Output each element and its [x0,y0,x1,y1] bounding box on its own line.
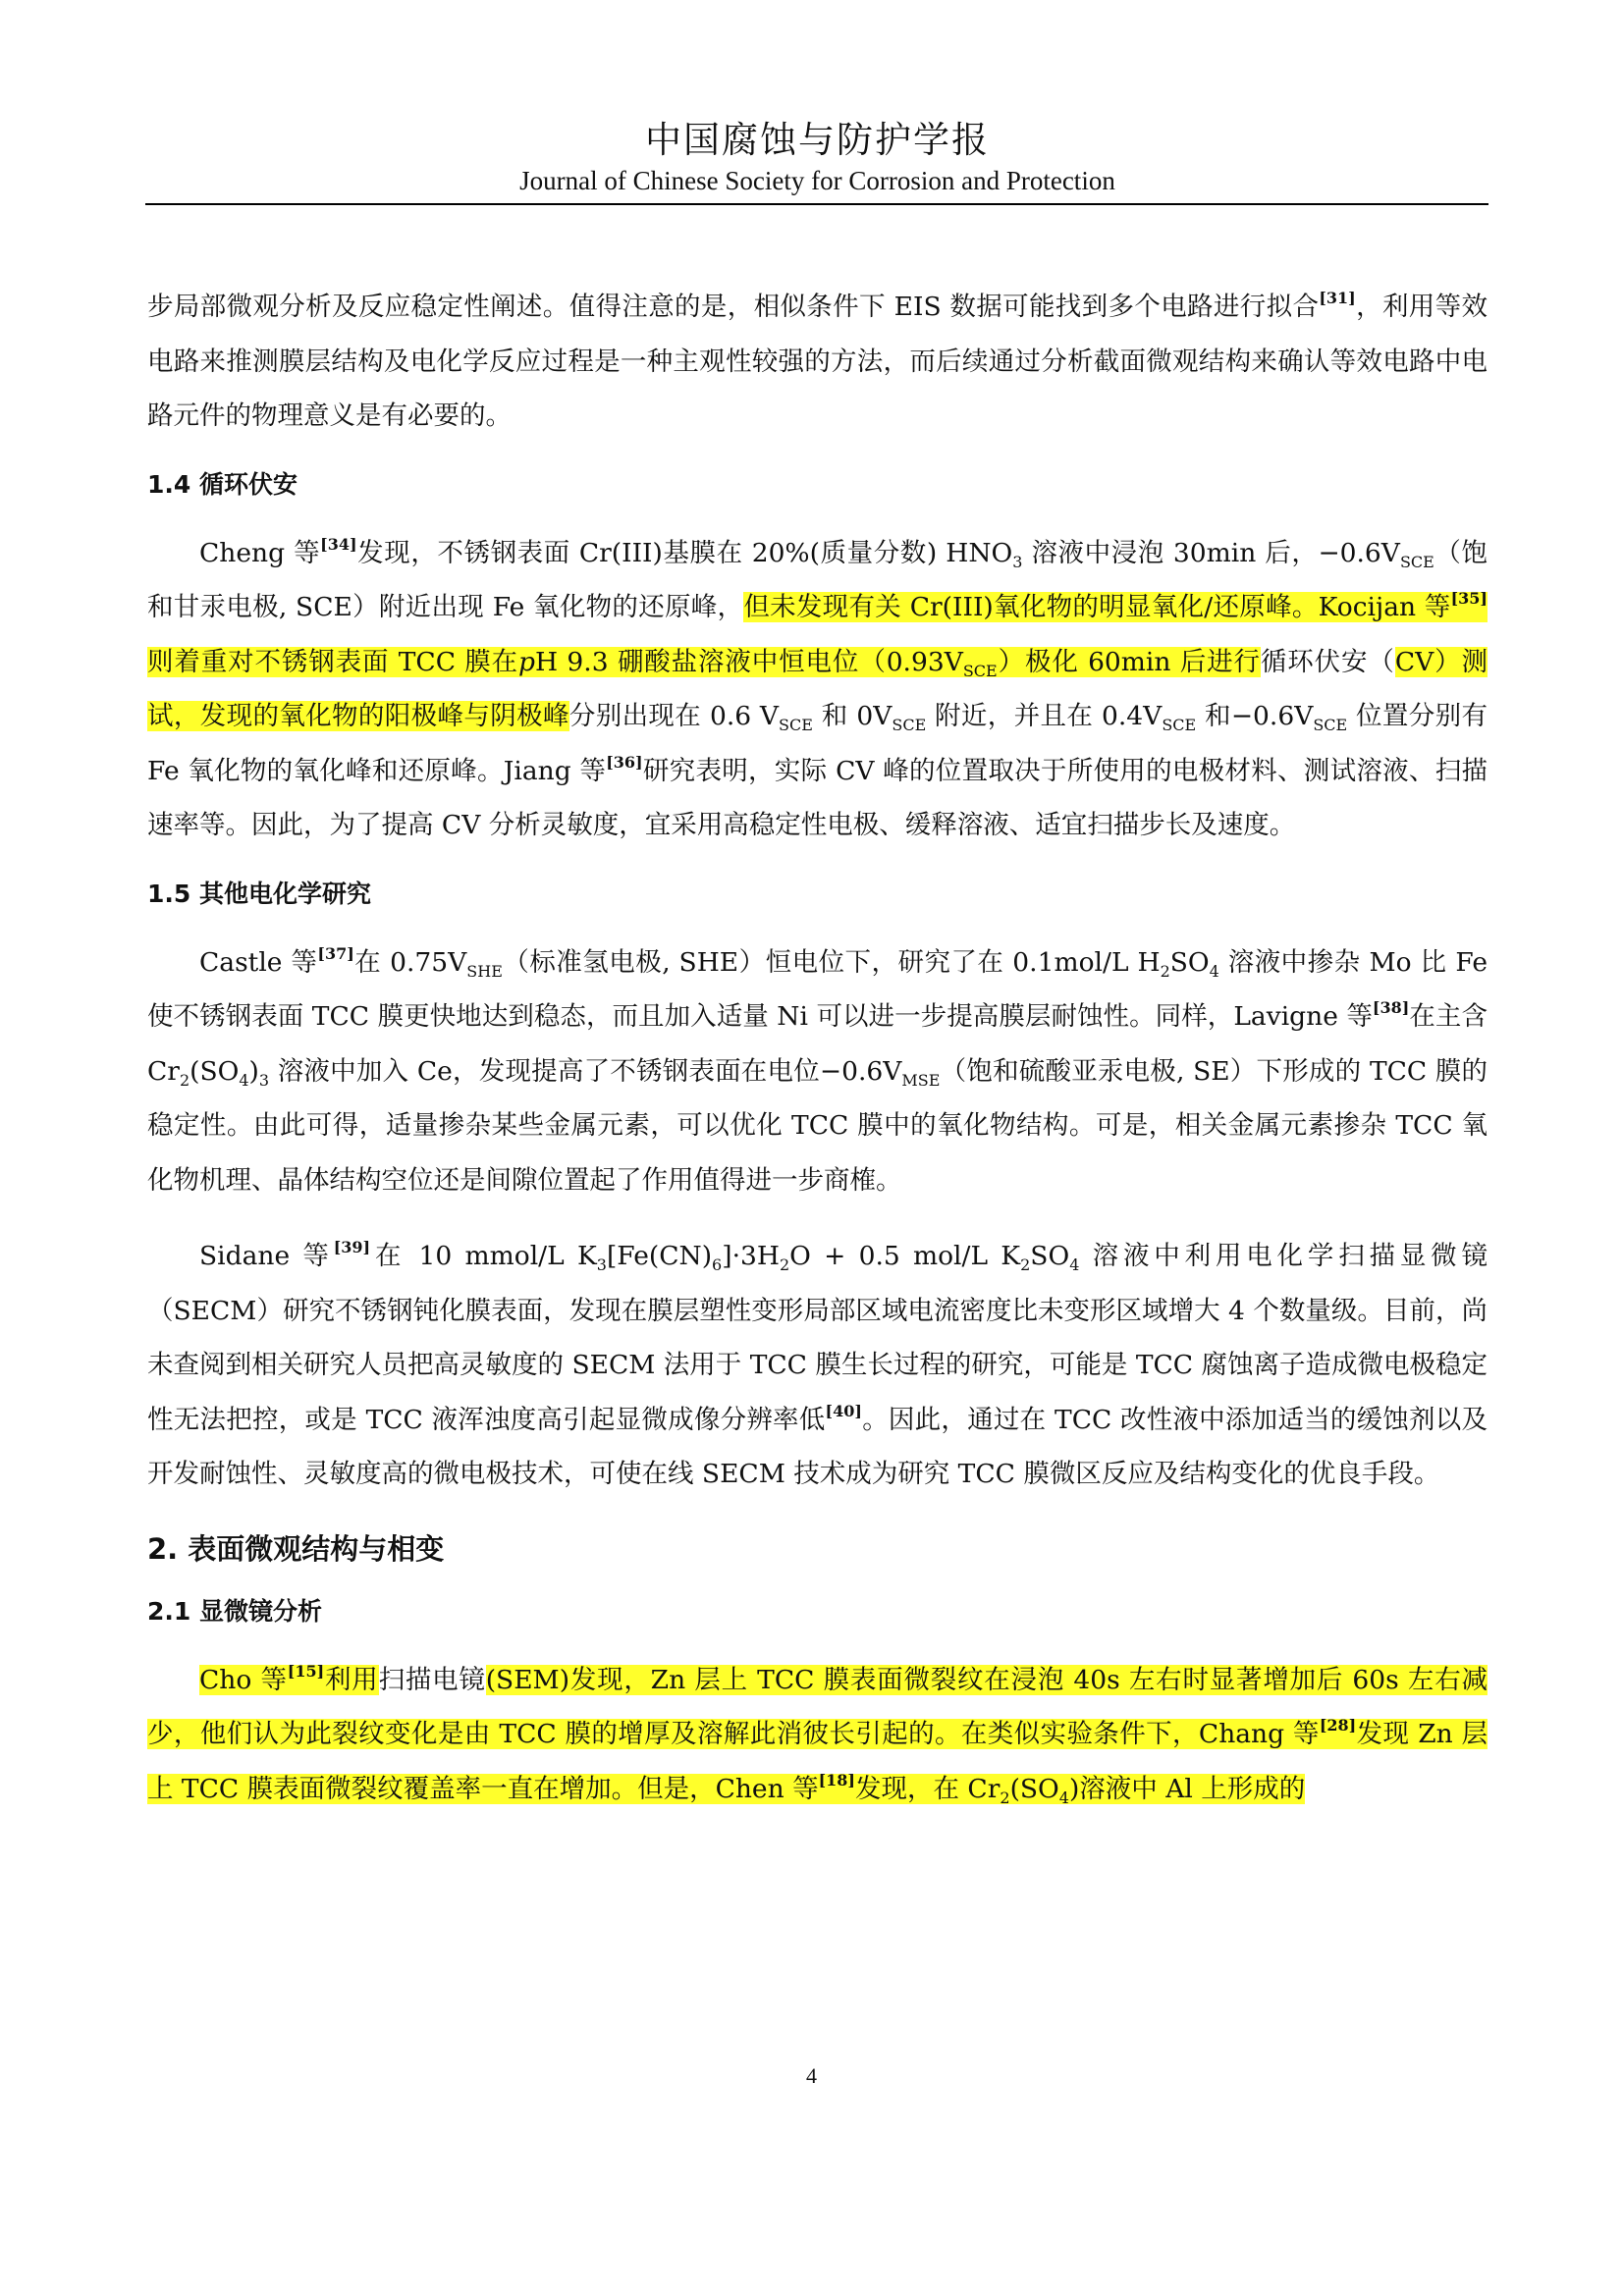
paragraph-cv: Cheng 等[34]发现，不锈钢表面 Cr(III)基膜在 20%(质量分数) $HNO_3$ 溶液中浸泡 30min 后，$-0.6V_{SCE}$（饱和甘汞电极, SCE）附近出现 Fe 氧化物的还原峰，但未发现有关 Cr(III)氧化物的明显氧化/还原峰。Kocijan 等[35]则着重对不锈钢表面 TCC 膜在pH 9.3 硼酸盐溶液中恒电位$(0.93V_{SCE})$极化 60min 后进行循环伏安（CV）测试，发现的氧化物的阳极峰与阴极峰分别出现在 0.6 $V_{SCE}$ 和 $0V_{SCE}$ 附近，并且在 $0.4V_{SCE}$ 和$-0.6V_{SCE}$ 位置分别有 Fe 氧化物的氧化峰和还原峰。Jiang 等[36]研究表明，实际 CV 峰的位置取决于所使用的电极材料、测试溶液、扫描速率等。因此，为了提高 CV 分析灵敏度，宜采用高稳定性电极、缓释溶液、适宜扫描步长及速度。 [147,534,1488,840]
citation-18[interactable]: [18] [818,1770,855,1789]
citation-36[interactable]: [36] [606,752,643,772]
citation-35[interactable]: [35] [1450,589,1488,608]
citation-15[interactable]: [15] [287,1661,325,1681]
citation-37[interactable]: [37] [317,943,354,963]
highlight: CV）测试，发现的氧化物的阳极峰与阴极峰 [147,646,1488,731]
citation-39[interactable]: [39] [333,1238,371,1256]
citation-38[interactable]: [38] [1372,998,1410,1017]
page-header [147,118,1488,196]
paragraph-sidane: Sidane 等[39]在 10 mmol/L $K_3[Fe(CN)_6]\cdot 3H_2O + 0.5$ mol/L $K_2SO_4$ 溶液中利用电化学扫描显微镜（SECM）研究不锈钢钝化膜表面，发现在膜层塑性变形局部区域电流密度比未变形区域增大 4 个数量级。目前，尚未查阅到相关研究人员把高灵敏度的 SECM 法用于 TCC 膜生长过程的研究，可能是 TCC 腐蚀离子造成微电极稳定性无法把控，或是 TCC 液浑浊度高引起显微成像分辨率低[40]。因此，通过在 TCC 改性液中添加适当的缓蚀剂以及开发耐蚀性、灵敏度高的微电极技术，可使在线 SECM 技术成为研究 TCC 膜微区反应及结构变化的优良手段。 [147,1238,1488,1489]
journal-title-en: Journal of Chinese Society for Corrosion and Protection [519,166,1115,195]
citation-34[interactable]: [34] [320,534,357,554]
section-1-5-heading: 1.5 其他电化学研究 [147,879,371,908]
header-divider [145,203,1488,205]
highlight: (SEM)发现，Zn 层上 TCC 膜表面微裂纹在浸泡 40s 左右时显著增加后 60s 左右减少，他们认为此裂纹变化是由 TCC 膜的增厚及溶解此消彼长引起的。在类似实验条件下，Chang 等[28]发现 Zn 层上 TCC 膜表面微裂纹覆盖率一直在增加。但是，Chen 等[18]发现，在 $Cr_2(SO_4)$溶液中 Al 上形成的 [147,1664,1488,1807]
citation-31[interactable]: [31] [1319,289,1356,307]
citation-28[interactable]: [28] [1319,1716,1357,1735]
article-body [147,280,1488,1816]
section-2-1-heading: 2.1 显微镜分析 [147,1596,322,1626]
citation-40[interactable]: [40] [825,1401,862,1420]
highlight: Cho 等[15]利用 [199,1661,379,1695]
page-number: 4 [806,2063,817,2088]
paragraph-castle: Castle 等[37]在 $0.75V_{SHE}$（标准氢电极, SHE）恒电位下，研究了在 0.1mol/L $H_2SO_4$ 溶液中掺杂 Mo 比 Fe 使不锈钢表面 TCC 膜更快地达到稳态，而且加入适量 Ni 可以进一步提高膜层耐蚀性。同样，Lavigne 等[38]在主含 $Cr_2(SO_4)_3$ 溶液中加入 Ce，发现提高了不锈钢表面在电位$-0.6V_{MSE}$（饱和硫酸亚汞电极, SE）下形成的 TCC 膜的稳定性。由此可得，适量掺杂某些金属元素，可以优化 TCC 膜中的氧化物结构。可是，相关金属元素掺杂 TCC 氧化物机理、晶体结构空位还是间隙位置起了作用值得进一步商榷。 [147,943,1488,1196]
highlight: 但未发现有关 Cr(III)氧化物的明显氧化/还原峰。Kocijan 等[35]则着重对不锈钢表面 TCC 膜在pH 9.3 硼酸盐溶液中恒电位$(0.93V_{SCE})$极化 60min 后进行 [147,589,1488,680]
paragraph-sem: Cho 等[15]利用扫描电镜(SEM)发现，Zn 层上 TCC 膜表面微裂纹在浸泡 40s 左右时显著增加后 60s 左右减少，他们认为此裂纹变化是由 TCC 膜的增厚及溶解此消彼长引起的。在类似实验条件下，Chang 等[28]发现 Zn 层上 TCC 膜表面微裂纹覆盖率一直在增加。但是，Chen 等[18]发现，在 $Cr_2(SO_4)$溶液中 Al 上形成的 [147,1661,1488,1807]
journal-title-cn: 中国腐蚀与防护学报 [645,119,990,161]
section-2-heading: 2. 表面微观结构与相变 [147,1531,445,1566]
paragraph-eis: 步局部微观分析及反应稳定性阐述。值得注意的是，相似条件下 EIS 数据可能找到多个电路进行拟合[31]，利用等效电路来推测膜层结构及电化学反应过程是一种主观性较强的方法，而后续通过分析截面微观结构来确认等效电路中电路元件的物理意义是有必要的。 [147,289,1488,431]
section-1-4-heading: 1.4 循环伏安 [147,469,298,499]
